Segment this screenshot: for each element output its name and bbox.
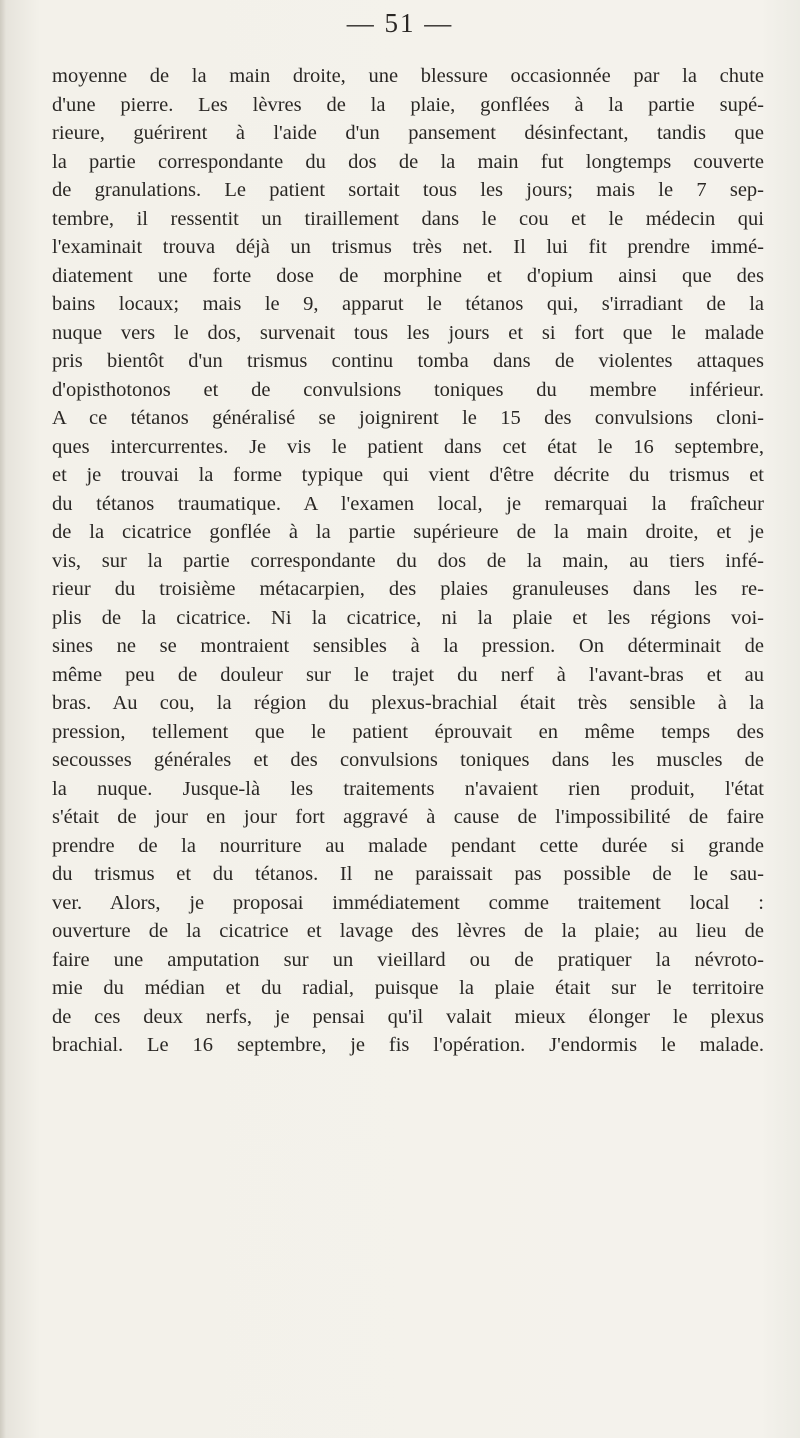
text-line: brachial. Le 16 septembre, je fis l'opération. J'endormis le malade. — [52, 1034, 764, 1056]
text-line: mie du médian et du radial, puisque la plaie était sur le territoire — [52, 977, 764, 999]
text-line: A ce tétanos généralisé se joignirent le 15 des convulsions cloni- — [52, 407, 764, 429]
text-line: pris bientôt d'un trismus continu tomba dans de violentes attaques — [52, 350, 764, 372]
text-line: du tétanos traumatique. A l'examen local, je remarquai la fraîcheur — [52, 492, 764, 515]
text-line: secousses générales et des convulsions toniques dans les muscles de — [52, 749, 764, 771]
text-line: de granulations. Le patient sortait tous les jours; mais le 7 sep- — [52, 179, 764, 201]
text-line: la nuque. Jusque-là les traitements n'avaient rien produit, l'état — [52, 777, 764, 800]
text-line: rieur du troisième métacarpien, des plaies granuleuses dans les re- — [52, 578, 764, 600]
text-line: faire une amputation sur un vieillard ou de pratiquer la névroto- — [52, 948, 764, 971]
text-line: d'opisthotonos et de convulsions toniques du membre inférieur. — [52, 378, 764, 401]
text-line: ouverture de la cicatrice et lavage des lèvres de la plaie; au lieu de — [52, 920, 764, 942]
text-line: rieure, guérirent à l'aide d'un pansement désinfectant, tandis que — [52, 122, 764, 144]
text-line: sines ne se montraient sensibles à la pression. On déterminait de — [52, 635, 764, 657]
binding-shadow — [0, 0, 6, 1438]
text-line: prendre de la nourriture au malade pendant cette durée si grande — [52, 834, 764, 857]
text-line: et je trouvai la forme typique qui vient d'être décrite du trismus et — [52, 464, 764, 486]
text-line: l'examinait trouva déjà un trismus très net. Il lui fit prendre immé- — [52, 236, 764, 258]
text-line: de la cicatrice gonflée à la partie supérieure de la main droite, et je — [52, 521, 764, 543]
body-text — [52, 62, 764, 1060]
text-line: nuque vers le dos, survenait tous les jours et si fort que le malade — [52, 321, 764, 344]
text-line: ver. Alors, je proposai immédiatement comme traitement local : — [52, 891, 764, 914]
text-line: ques intercurrentes. Je vis le patient dans cet état le 16 septembre, — [52, 435, 764, 458]
text-line: bras. Au cou, la région du plexus-brachial était très sensible à la — [52, 692, 764, 714]
text-line: diatement une forte dose de morphine et d'opium ainsi que des — [52, 264, 764, 287]
text-line: même peu de douleur sur le trajet du nerf à l'avant-bras et au — [52, 663, 764, 686]
text-line: d'une pierre. Les lèvres de la plaie, gonflées à la partie supé- — [52, 93, 764, 116]
text-line: vis, sur la partie correspondante du dos de la main, au tiers infé- — [52, 549, 764, 572]
page-number: — 51 — — [346, 8, 454, 38]
text-line: moyenne de la main droite, une blessure occasionnée par la chute — [52, 65, 764, 87]
text-line: s'était de jour en jour fort aggravé à cause de l'impossibilité de faire — [52, 806, 764, 828]
text-line: de ces deux nerfs, je pensai qu'il valait mieux élonger le plexus — [52, 1005, 764, 1028]
text-line: la partie correspondante du dos de la main fut longtemps couverte — [52, 150, 764, 173]
text-line: du trismus et du tétanos. Il ne paraissait pas possible de le sau- — [52, 863, 764, 885]
text-line: tembre, il ressentit un tiraillement dans le cou et le médecin qui — [52, 207, 764, 230]
text-line: bains locaux; mais le 9, apparut le tétanos qui, s'irradiant de la — [52, 293, 764, 315]
text-line: pression, tellement que le patient éprouvait en même temps des — [52, 720, 764, 743]
text-line: plis de la cicatrice. Ni la cicatrice, ni la plaie et les régions voi- — [52, 606, 764, 629]
